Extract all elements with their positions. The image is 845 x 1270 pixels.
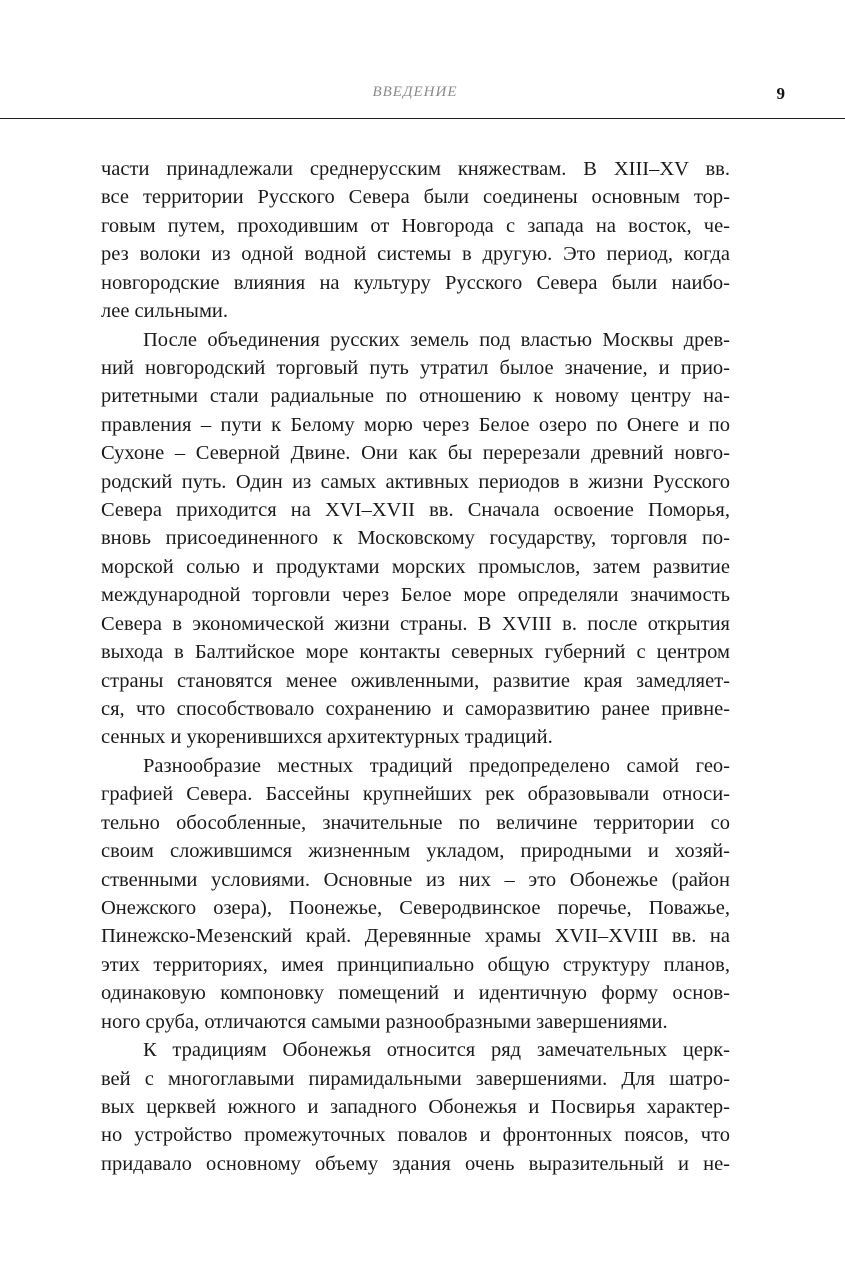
text-line: Онежского озера), Поонежье, Северодвинское поречье, Поважье, bbox=[101, 896, 730, 919]
text-line: этих территориях, имея принципиально общую структуру планов, bbox=[101, 953, 730, 976]
text-line: говым путем, проходившим от Новгорода с запада на восток, че- bbox=[101, 214, 730, 237]
text-line: правления – пути к Белому морю через Белое озеро по Онеге и по bbox=[101, 413, 730, 436]
text-line: Пинежско-Мезенский край. Деревянные храмы XVII–XVIII вв. на bbox=[101, 925, 730, 948]
body-text bbox=[101, 155, 730, 1178]
running-head-section-title: ВВЕДЕНИЕ bbox=[372, 84, 458, 100]
text-line: К традициям Обонежья относится ряд замечательных церк- bbox=[143, 1039, 730, 1062]
text-line: Сухоне – Северной Двине. Они как бы перерезали древний новго- bbox=[101, 442, 730, 465]
paragraph bbox=[101, 1036, 730, 1178]
text-line: После объединения русских земель под властью Москвы древ- bbox=[143, 328, 730, 351]
text-line: но устройство промежуточных повалов и фронтонных поясов, что bbox=[101, 1124, 730, 1147]
text-line: родский путь. Один из самых активных периодов в жизни Русского bbox=[101, 470, 730, 493]
text-line: вых церквей южного и западного Обонежья и Посвирья характер- bbox=[101, 1095, 730, 1118]
page-number: 9 bbox=[776, 84, 785, 103]
paragraph bbox=[101, 326, 730, 752]
text-line: морской солью и продуктами морских промыслов, затем развитие bbox=[101, 555, 730, 578]
text-line: Севера приходится на XVI–XVII вв. Сначала освоение Поморья, bbox=[101, 499, 730, 522]
text-line: ний новгородский торговый путь утратил былое значение, и прио- bbox=[101, 356, 730, 379]
text-line: ся, что способствовало сохранению и саморазвитию ранее привне- bbox=[101, 698, 730, 721]
running-header bbox=[0, 84, 845, 108]
text-line: международной торговли через Белое море определяли значимость bbox=[101, 584, 730, 607]
text-line: Севера в экономической жизни страны. В XVIII в. после открытия bbox=[101, 612, 730, 635]
text-line: ритетными стали радиальные по отношению к новому центру на- bbox=[101, 385, 730, 408]
text-line: ного сруба, отличаются самыми разнообразными завершениями. bbox=[101, 1010, 668, 1033]
text-line: тельно обособленные, значительные по величине территории со bbox=[101, 811, 730, 834]
text-line: сенных и укоренившихся архитектурных традиций. bbox=[101, 726, 553, 749]
text-line: придавало основному объему здания очень выразительный и не- bbox=[101, 1152, 730, 1175]
text-line: выхода в Балтийское море контакты северных губерний с центром bbox=[101, 641, 730, 664]
text-line: части принадлежали среднерусским княжествам. В XIII–XV вв. bbox=[101, 158, 730, 180]
text-line: графией Севера. Бассейны крупнейших рек образовывали относи- bbox=[101, 783, 730, 806]
text-line: ственными условиями. Основные из них – это Обонежье (район bbox=[101, 868, 730, 891]
text-line: Разнообразие местных традиций предопределено самой гео- bbox=[143, 754, 730, 777]
text-line: вей с многоглавыми пирамидальными завершениями. Для шатро- bbox=[101, 1067, 730, 1090]
paragraph bbox=[101, 752, 730, 1036]
header-rule bbox=[0, 118, 845, 119]
text-line: своим сложившимся жизненным укладом, природными и хозяй- bbox=[101, 840, 730, 863]
text-line: рез волоки из одной водной системы в другую. Это период, когда bbox=[101, 243, 730, 266]
text-line: лее сильными. bbox=[101, 300, 229, 323]
text-line: все территории Русского Севера были соединены основным тор- bbox=[101, 186, 730, 209]
text-line: страны становятся менее оживленными, развитие края замедляет- bbox=[101, 669, 730, 692]
text-line: новгородские влияния на культуру Русского Севера были наибо- bbox=[101, 271, 730, 294]
text-line: вновь присоединенного к Московскому государству, торговля по- bbox=[101, 527, 730, 550]
text-line: одинаковую компоновку помещений и идентичную форму основ- bbox=[101, 982, 730, 1005]
paragraph bbox=[101, 155, 730, 326]
